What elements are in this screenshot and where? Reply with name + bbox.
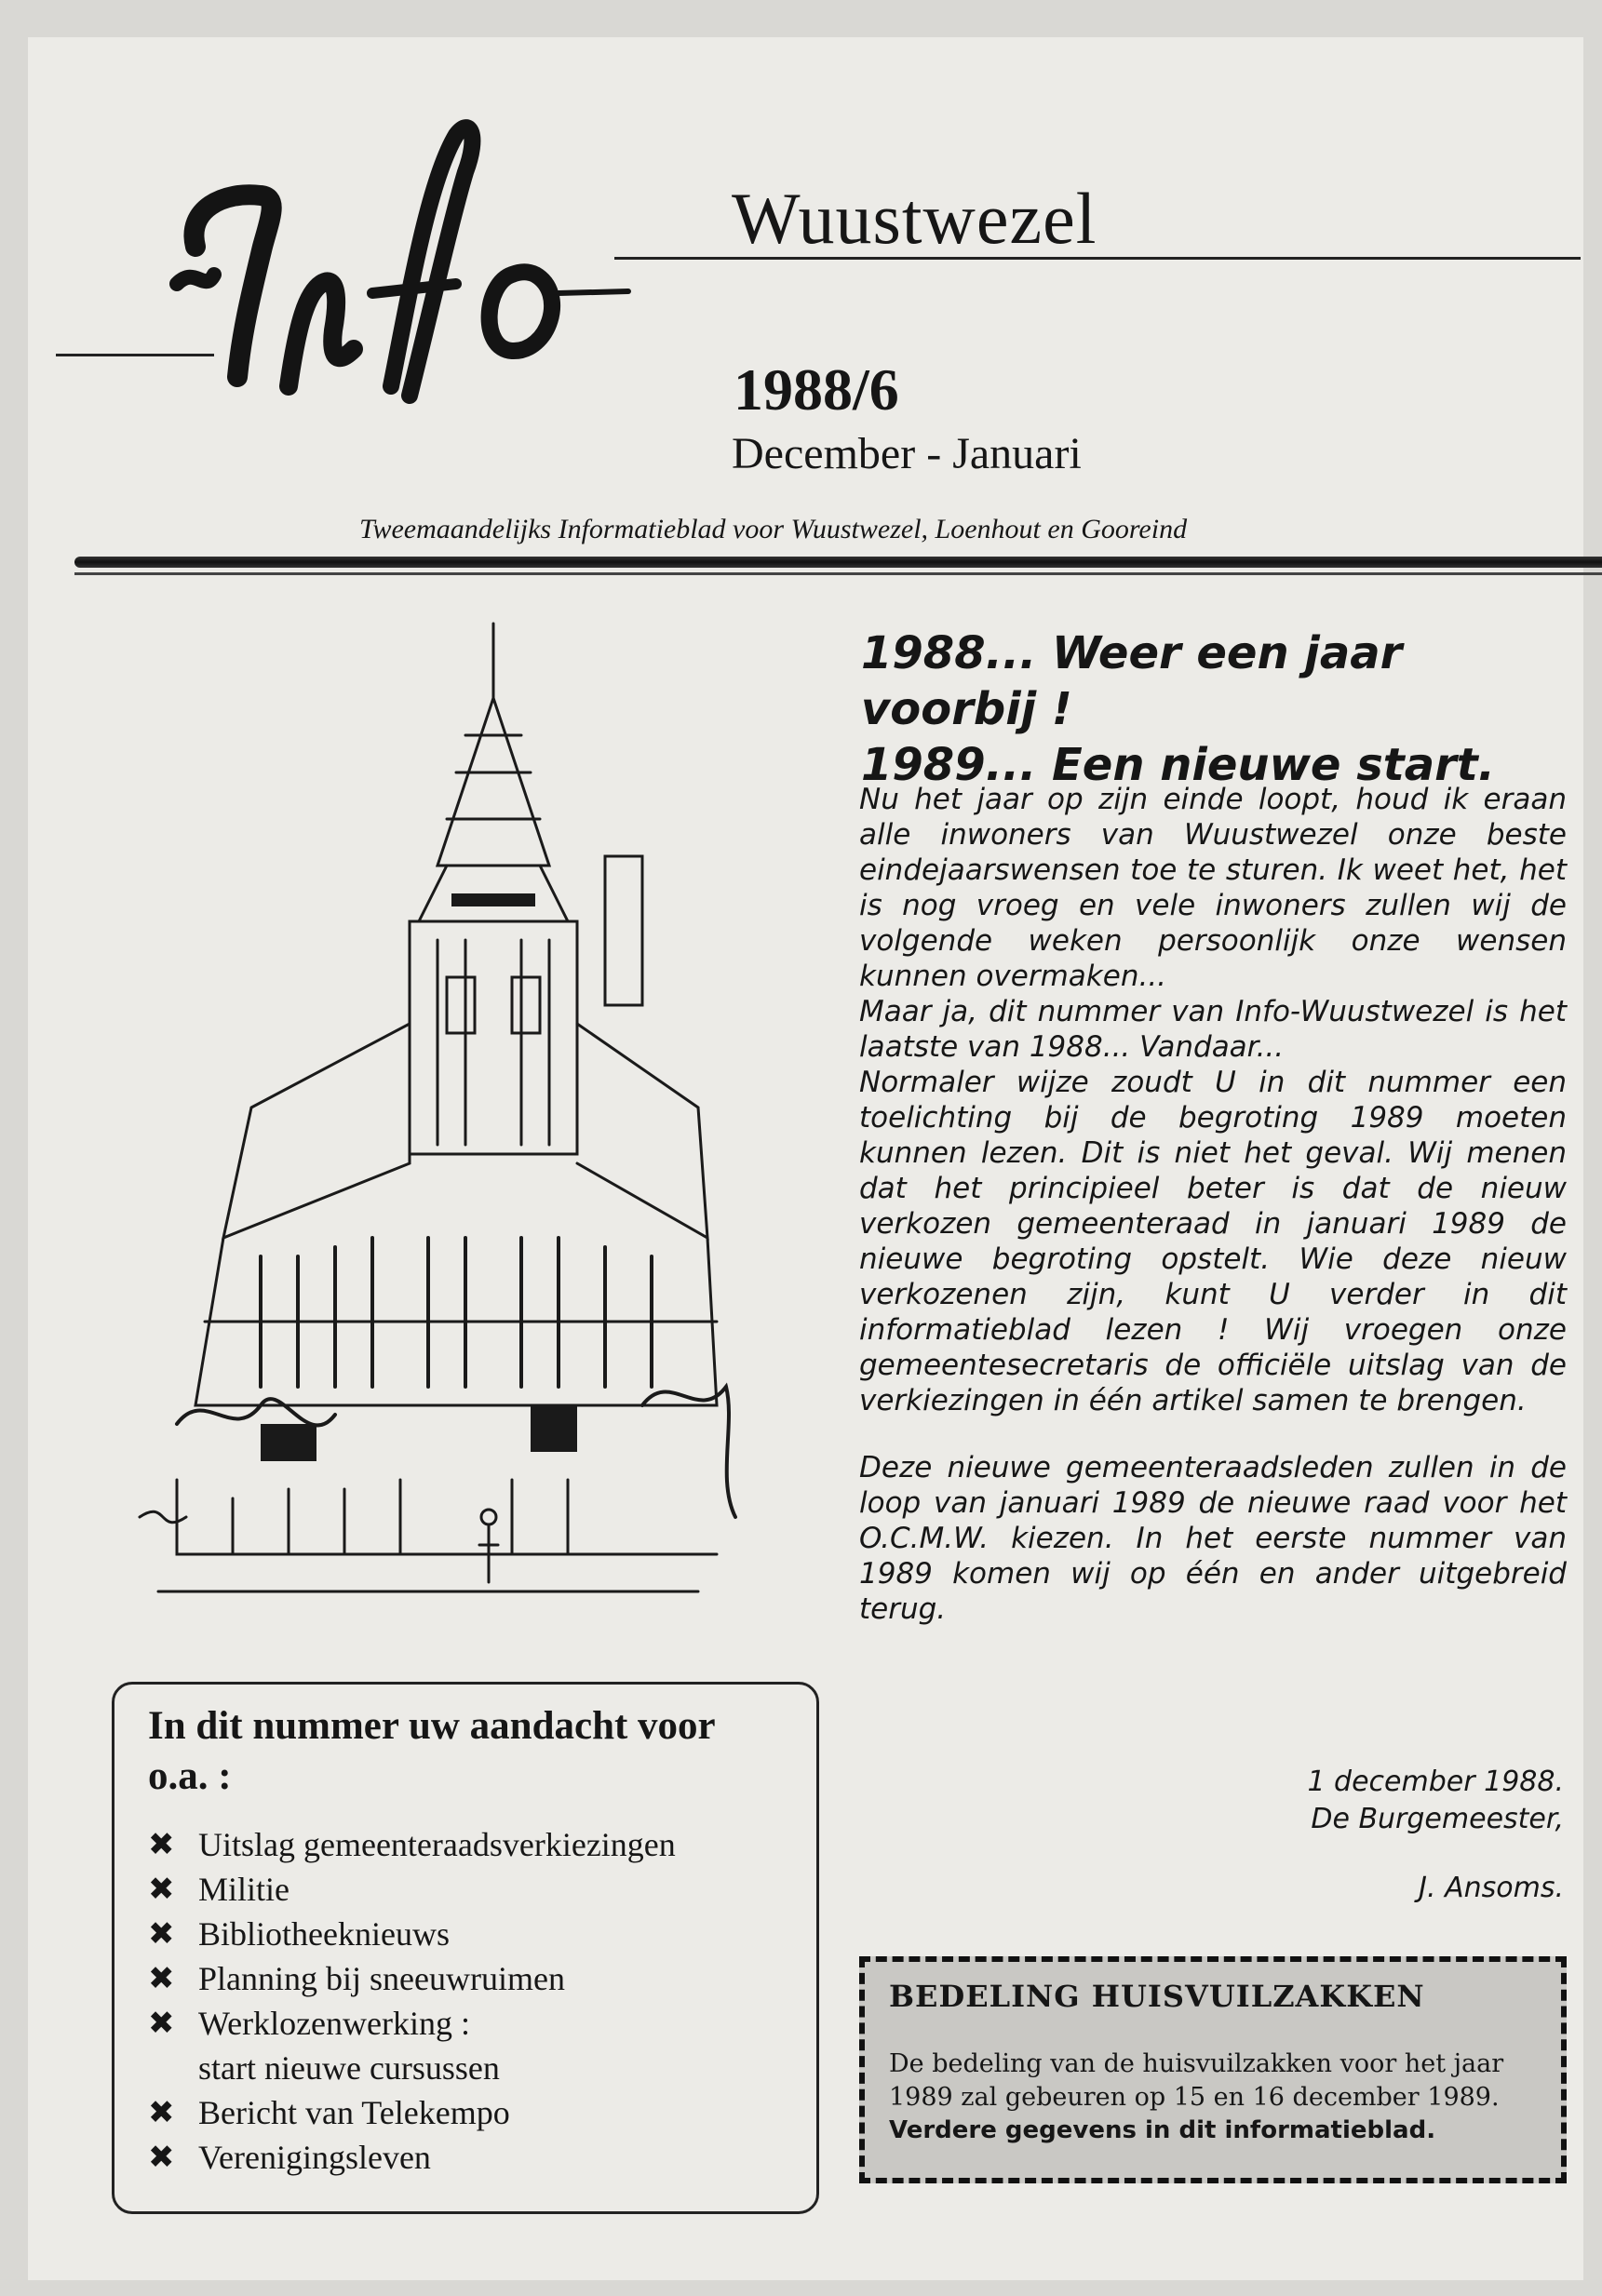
cross-bullet-icon: ✖ xyxy=(148,2094,175,2131)
tagline: Tweemaandelijks Informatieblad voor Wuustwezel, Loenhout en Gooreind xyxy=(359,514,1188,544)
list-item: ✖ Bericht van Telekempo xyxy=(148,2090,816,2135)
cross-bullet-icon: ✖ xyxy=(148,2139,175,2176)
issue-months: December - Januari xyxy=(732,429,1082,478)
contents-list xyxy=(148,1822,816,2180)
notice-body: De bedeling van de huisvuilzakken voor het jaar 1989 zal gebeuren op 15 en 16 december 1989. xyxy=(889,2049,1504,2112)
issue-number: 1988/6 xyxy=(734,356,899,423)
info-logo xyxy=(158,107,642,414)
newsletter-page xyxy=(28,37,1583,2280)
masthead-title: Wuustwezel xyxy=(732,178,1097,259)
cross-bullet-icon: ✖ xyxy=(148,1871,175,1908)
article-paragraph: Maar ja, dit nummer van Info-Wuustwezel is het laatste van 1988... Vandaar... xyxy=(859,995,1567,1064)
list-item: ✖ Militie xyxy=(148,1867,816,1912)
signoff-name: J. Ansoms. xyxy=(1419,1872,1564,1904)
list-item: ✖ Werklozenwerking : start nieuwe cursussen xyxy=(148,2001,816,2090)
article-paragraph: Normaler wijze zoudt U in dit nummer een toelichting bij de begroting 1989 moeten kunnen lezen. Dit is niet het geval. Wij menen dat het principieel beter is dat de nieuw verkozen gemeenteraad in januari 1989 de nieuwe begroting opstelt. Wie deze nieuw verkozenen zijn, kunt U verder in dit informatieblad lezen ! Wij vroegen onze gemeentesecretaris de officiële uitslag van de verkiezingen in één artikel samen te brengen. xyxy=(859,1066,1567,1417)
notice-more-info: Verdere gegevens in dit informatieblad. xyxy=(889,2116,1436,2144)
cross-bullet-icon: ✖ xyxy=(148,1915,175,1953)
article-headline xyxy=(861,625,1568,793)
list-item: ✖ Verenigingsleven xyxy=(148,2135,816,2180)
article-paragraph: Deze nieuwe gemeenteraadsleden zullen in de loop van januari 1989 de nieuwe raad voor het O.C.M.W. kiezen. In het eerste nummer van 1989 komen wij op één en ander uitgebreid terug. xyxy=(859,1451,1567,1626)
article-body xyxy=(859,782,1567,1627)
cross-bullet-icon: ✖ xyxy=(148,1960,175,1997)
signoff-date: 1 december 1988. xyxy=(1307,1766,1564,1798)
article-signoff xyxy=(1145,1764,1564,1907)
contents-title: In dit nummer uw aandacht voor o.a. : xyxy=(148,1704,715,1798)
town-hall-sketch xyxy=(121,586,754,1638)
article-paragraph: Nu het jaar op zijn einde loopt, houd ik eraan alle inwoners van Wuustwezel onze beste eindejaarswensen toe te sturen. Ik weet het, het is nog vroeg en vele inwoners zullen wij de volgende weken persoonlijk onze wensen kunnen overmaken... xyxy=(859,783,1567,993)
list-item: ✖ Uitslag gemeenteraadsverkiezingen xyxy=(148,1822,816,1867)
signoff-role: De Burgemeester, xyxy=(1311,1803,1564,1835)
contents-box xyxy=(112,1682,819,2214)
list-item: ✖ Bibliotheeknieuws xyxy=(148,1912,816,1956)
headline-line-2: 1989... Een nieuwe start. xyxy=(861,739,1495,791)
header-divider-thin xyxy=(74,572,1602,575)
cross-bullet-icon: ✖ xyxy=(148,2005,175,2042)
notice-title: BEDELING HUISVUILZAKKEN xyxy=(889,1979,1425,2014)
waste-bag-notice xyxy=(859,1956,1567,2183)
cross-bullet-icon: ✖ xyxy=(148,1826,175,1863)
headline-line-1: 1988... Weer een jaar voorbij ! xyxy=(861,627,1403,735)
list-item: ✖ Planning bij sneeuwruimen xyxy=(148,1956,816,2001)
header-divider xyxy=(74,557,1602,568)
info-logo-script xyxy=(158,107,642,414)
town-hall-illustration xyxy=(121,586,754,1638)
